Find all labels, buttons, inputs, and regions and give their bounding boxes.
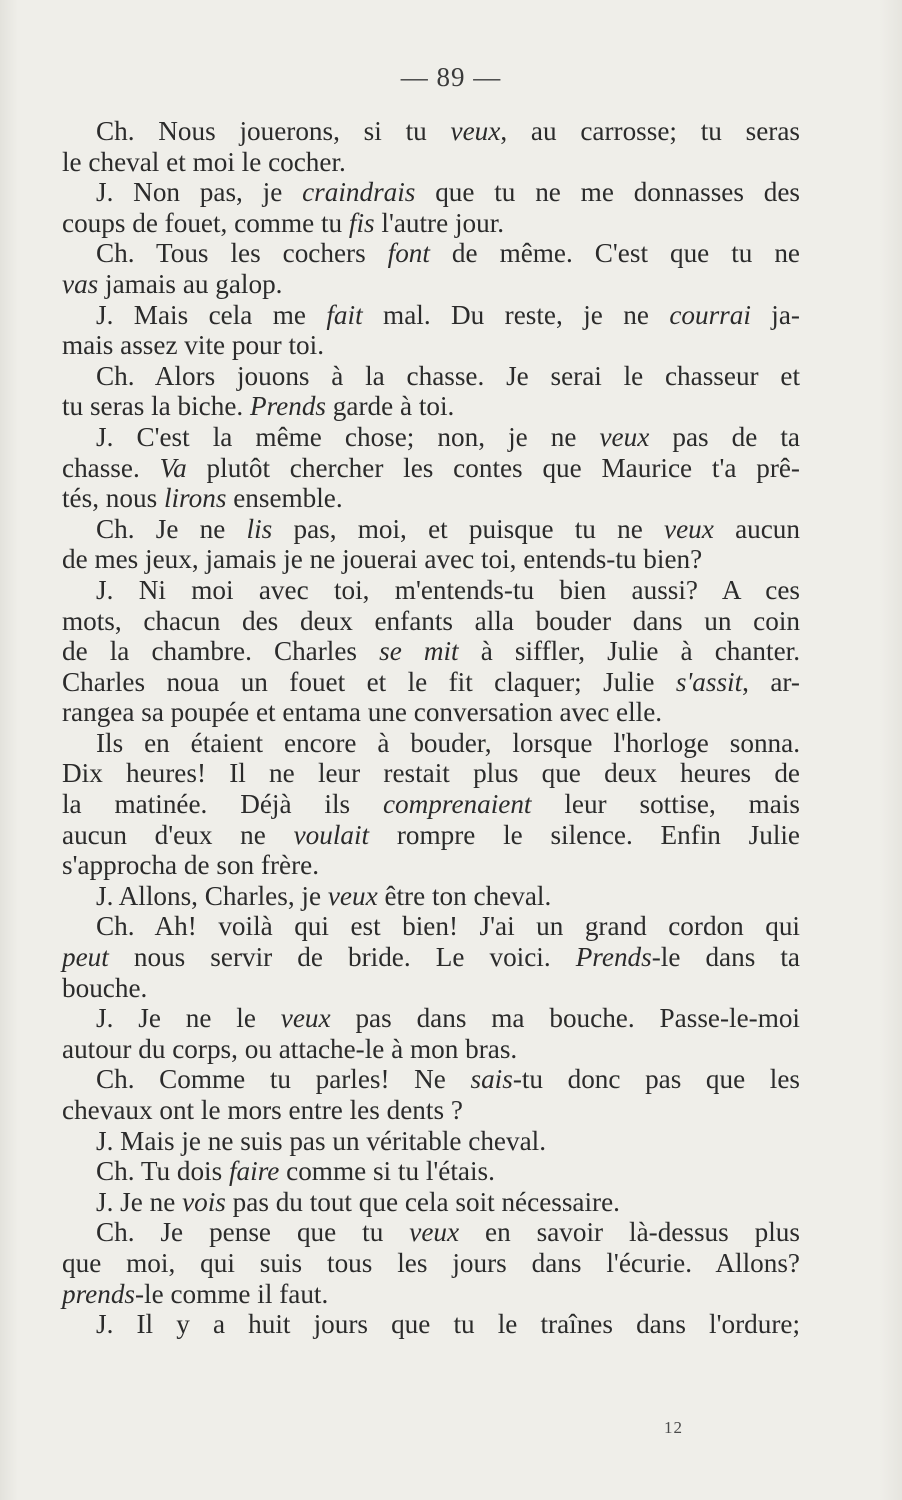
text-line: Dix heures! Il ne leur restait plus que deux heures de: [62, 758, 800, 789]
text-line: peut nous servir de bride. Le voici. Prends-le dans ta: [62, 942, 800, 973]
text-line: J. Il y a huit jours que tu le traînes dans l'ordure;: [96, 1309, 800, 1340]
text-line: Ch. Alors jouons à la chasse. Je serai le chasseur et: [96, 360, 800, 391]
text-line: Ch. Nous jouerons, si tu veux, au carrosse; tu seras: [96, 116, 800, 146]
text-line: J. Mais je ne suis pas un véritable cheval.: [96, 1125, 546, 1156]
text-line: rangea sa poupée et entama une conversation avec elle.: [62, 697, 663, 728]
signature-mark: 12: [664, 1418, 683, 1437]
text-line: vas jamais au galop.: [62, 268, 283, 299]
page-number: — 89 —: [400, 62, 502, 92]
text-line: le cheval et moi le cocher.: [62, 146, 346, 177]
text-line: Ch. Tous les cochers font de même. C'est que tu ne: [96, 238, 801, 269]
text-line: que moi, qui suis tous les jours dans l'écurie. Allons?: [62, 1247, 800, 1278]
text-line: Ch. Comme tu parles! Ne sais-tu donc pas que les: [96, 1064, 801, 1095]
text-line: aucun d'eux ne voulait rompre le silence. Enfin Julie: [62, 819, 800, 850]
text-line: bouche.: [62, 972, 148, 1003]
text-line: Charles noua un fouet et le fit claquer; Julie s'assit, ar-: [62, 666, 800, 697]
text-line: la matinée. Déjà ils comprenaient leur sottise, mais: [62, 789, 800, 820]
text-line: Ch. Je pense que tu veux en savoir là-dessus plus: [96, 1217, 800, 1248]
text-line: Ch. Ah! voilà qui est bien! J'ai un grand cordon qui: [96, 911, 800, 942]
text-line: de la chambre. Charles se mit à siffler, Julie à chanter.: [62, 636, 801, 667]
text-line: J. Non pas, je craindrais que tu ne me donnasses des: [96, 177, 800, 208]
text-line: J. Je ne le veux pas dans ma bouche. Passe-le-moi: [96, 1003, 800, 1034]
text-line: J. Allons, Charles, je veux être ton cheval.: [96, 880, 552, 911]
text-line: tu seras la biche. Prends garde à toi.: [62, 391, 455, 422]
text-line: J. C'est la même chose; non, je ne veux pas de ta: [96, 421, 800, 452]
text-line: chevaux ont le mors entre les dents ?: [62, 1095, 463, 1125]
text-line: chasse. Va plutôt chercher les contes que Maurice t'a prê-: [62, 452, 800, 483]
text-line: J. Mais cela me fait mal. Du reste, je ne courrai ja-: [96, 299, 800, 330]
text-line: de mes jeux, jamais je ne jouerai avec toi, entends-tu bien?: [62, 544, 703, 575]
text-line: coups de fouet, comme tu fis l'autre jour.: [62, 207, 505, 238]
text-line: Ils en étaient encore à bouder, lorsque l'horloge sonna.: [96, 727, 800, 758]
text-line: prends-le comme il faut.: [62, 1278, 329, 1309]
text-line: autour du corps, ou attache-le à mon bras.: [62, 1033, 518, 1064]
text-line: Ch. Tu dois faire comme si tu l'étais.: [96, 1156, 495, 1187]
body-text: [62, 116, 800, 1340]
text-line: tés, nous lirons ensemble.: [62, 483, 343, 514]
text-line: Ch. Je ne lis pas, moi, et puisque tu ne veux aucun: [96, 513, 800, 544]
text-line: s'approcha de son frère.: [62, 850, 320, 881]
text-line: mais assez vite pour toi.: [62, 330, 324, 361]
text-line: mots, chacun des deux enfants alla bouder dans un coin: [62, 605, 800, 636]
text-line: J. Je ne vois pas du tout que cela soit nécessaire.: [96, 1186, 620, 1217]
text-line: J. Ni moi avec toi, m'entends-tu bien aussi? A ces: [96, 574, 800, 605]
